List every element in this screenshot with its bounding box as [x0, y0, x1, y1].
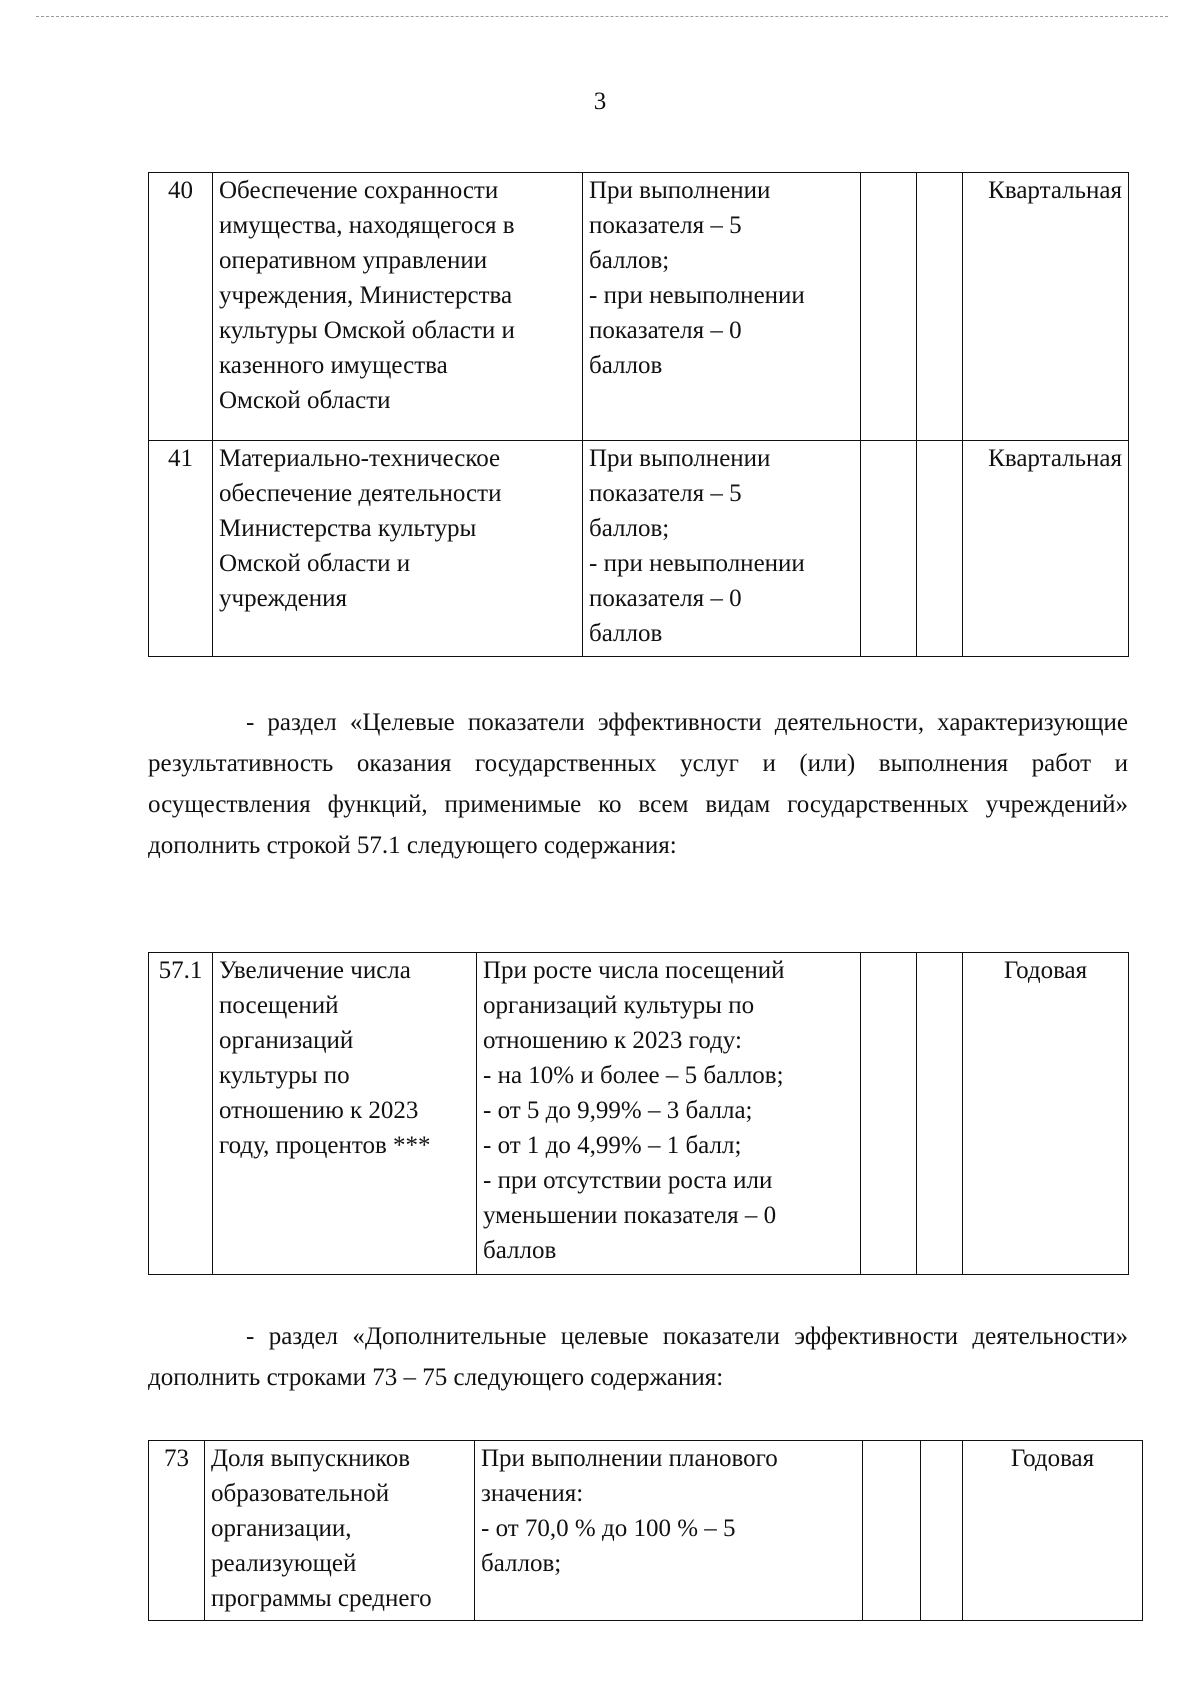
indicator-table-bottom: [148, 1440, 1143, 1621]
scoring-criteria: При выполнении показателя – 5 баллов; - при невыполнении показателя – 0 баллов: [583, 441, 861, 657]
empty-cell: [917, 441, 963, 657]
indicator-name: Доля выпускников образовательной организации, реализующей программы среднего: [205, 1441, 475, 1621]
scoring-criteria: При выполнении показателя – 5 баллов; - при невыполнении показателя – 0 баллов: [583, 173, 861, 441]
row-number: 40: [149, 173, 213, 441]
indicator-name: Обеспечение сохранности имущества, находящегося в оперативном управлении учреждения, Министерства культуры Омской области и казенного имущества Омской области: [213, 173, 583, 441]
paragraph-text: - раздел «Целевые показатели эффективности деятельности, характеризующие результативность оказания государственных услуг и (или) выполнения работ и осуществления функций, применимые ко всем видам государственных учреждений» дополнить строкой 57.1 следующего содержания:: [148, 709, 1128, 859]
empty-cell: [861, 441, 917, 657]
amendment-paragraph-2: [148, 1316, 1128, 1398]
empty-cell: [863, 1441, 921, 1621]
reporting-frequency: Квартальная: [963, 173, 1129, 441]
reporting-frequency: Годовая: [963, 1441, 1143, 1621]
scoring-criteria: При выполнении планового значения: - от 70,0 % до 100 % – 5 баллов;: [475, 1441, 863, 1621]
empty-cell: [921, 1441, 963, 1621]
reporting-frequency: Годовая: [963, 953, 1129, 1275]
empty-cell: [917, 953, 963, 1275]
page-number: 3: [593, 88, 607, 115]
indicator-table-middle: [148, 952, 1129, 1275]
table-row: [149, 173, 1129, 441]
indicator-table-top: [148, 172, 1129, 657]
scoring-criteria: При росте числа посещений организаций культуры по отношению к 2023 году: - на 10% и более – 5 баллов; - от 5 до 9,99% – 3 балла; - от 1 до 4,99% – 1 балл; - при отсутствии роста или уменьшении показателя – 0 баллов: [477, 953, 861, 1275]
amendment-paragraph-1: [148, 702, 1128, 866]
reporting-frequency: Квартальная: [963, 441, 1129, 657]
row-number: 57.1: [149, 953, 213, 1275]
paragraph-text: - раздел «Дополнительные целевые показатели эффективности деятельности» дополнить строками 73 – 75 следующего содержания:: [148, 1323, 1128, 1391]
scan-top-rule: [36, 16, 1168, 17]
table-row: [149, 1441, 1143, 1621]
table-row: [149, 441, 1129, 657]
table-row: [149, 953, 1129, 1275]
indicator-name: Материально-техническое обеспечение деятельности Министерства культуры Омской области и учреждения: [213, 441, 583, 657]
empty-cell: [861, 953, 917, 1275]
row-number: 41: [149, 441, 213, 657]
empty-cell: [861, 173, 917, 441]
empty-cell: [917, 173, 963, 441]
row-number: 73: [149, 1441, 205, 1621]
indicator-name: Увеличение числа посещений организаций культуры по отношению к 2023 году, процентов ***: [213, 953, 477, 1275]
